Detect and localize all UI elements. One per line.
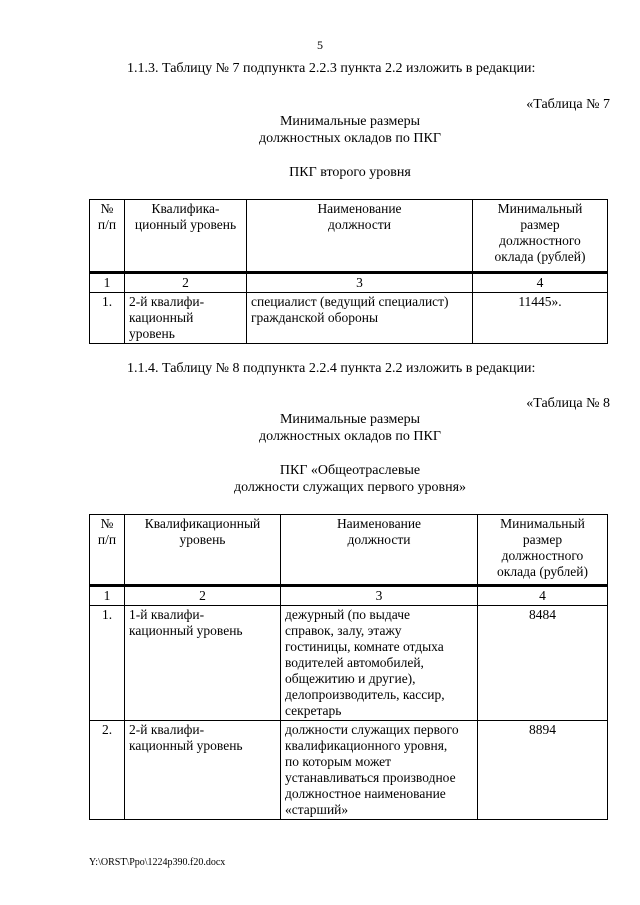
table-7-header-row	[90, 200, 608, 272]
column-number: 4	[478, 586, 608, 606]
header-cell: Наименование должности	[247, 200, 473, 272]
column-number: 3	[247, 273, 473, 293]
row-number: 1.	[90, 293, 125, 344]
table-8-header-row	[90, 515, 608, 585]
salary-value: 8894	[478, 721, 608, 820]
header-cell: № п/п	[90, 515, 125, 585]
row-number: 1.	[90, 606, 125, 721]
column-number: 3	[281, 586, 478, 606]
table-8	[89, 514, 608, 820]
header-cell: № п/п	[90, 200, 125, 272]
table-8-subheading: ПКГ «Общеотраслевые должности служащих первого уровня»	[233, 463, 467, 495]
header-cell: Квалификационный уровень	[125, 515, 281, 585]
header-cell: Квалифика- ционный уровень	[125, 200, 247, 272]
qualification-level: 1-й квалифи- кационный уровень	[125, 606, 281, 721]
table-row	[90, 606, 608, 721]
column-number: 2	[125, 586, 281, 606]
table-row	[90, 293, 608, 344]
column-number: 1	[90, 273, 125, 293]
page-number: 5	[317, 38, 323, 52]
qualification-level: 2-й квалифи- кационный уровень	[125, 293, 247, 344]
header-cell: Наименование должности	[281, 515, 478, 585]
header-cell: Минимальный размер должностного оклада (рублей)	[478, 515, 608, 585]
table-8-heading: Минимальные размеры должностных окладов по ПКГ	[259, 412, 441, 444]
header-cell: Минимальный размер должностного оклада (рублей)	[473, 200, 608, 272]
row-number: 2.	[90, 721, 125, 820]
table-8-column-numbers	[90, 586, 608, 606]
table-7-column-numbers	[90, 273, 608, 293]
qualification-level: 2-й квалифи- кационный уровень	[125, 721, 281, 820]
position-name: специалист (ведущий специалист) гражданской обороны	[247, 293, 473, 344]
table-7	[89, 199, 608, 344]
position-name: дежурный (по выдаче справок, залу, этажу гостиницы, комнате отдыха водителей автомобилей, общежитию и другие), делопроизводитель, кассир, секретарь	[281, 606, 478, 721]
position-name: должности служащих первого квалификационного уровня, по которым может устанавливаться производное должностное наименование «старший»	[281, 721, 478, 820]
table-7-subheading: ПКГ второго уровня	[289, 165, 411, 180]
instruction-1-1-4: 1.1.4. Таблицу № 8 подпункта 2.2.4 пункта 2.2 изложить в редакции:	[127, 361, 536, 376]
table-row	[90, 721, 608, 820]
table-7-heading: Минимальные размеры должностных окладов по ПКГ	[259, 114, 441, 146]
table-8-label: «Таблица № 8	[526, 396, 610, 411]
footer-file-path: Y:\ORST\Ppo\1224p390.f20.docx	[89, 857, 226, 868]
column-number: 2	[125, 273, 247, 293]
column-number: 1	[90, 586, 125, 606]
table-7-label: «Таблица № 7	[526, 97, 610, 112]
salary-value: 8484	[478, 606, 608, 721]
column-number: 4	[473, 273, 608, 293]
instruction-1-1-3: 1.1.3. Таблицу № 7 подпункта 2.2.3 пункта 2.2 изложить в редакции:	[127, 61, 536, 76]
salary-value: 11445».	[473, 293, 608, 344]
